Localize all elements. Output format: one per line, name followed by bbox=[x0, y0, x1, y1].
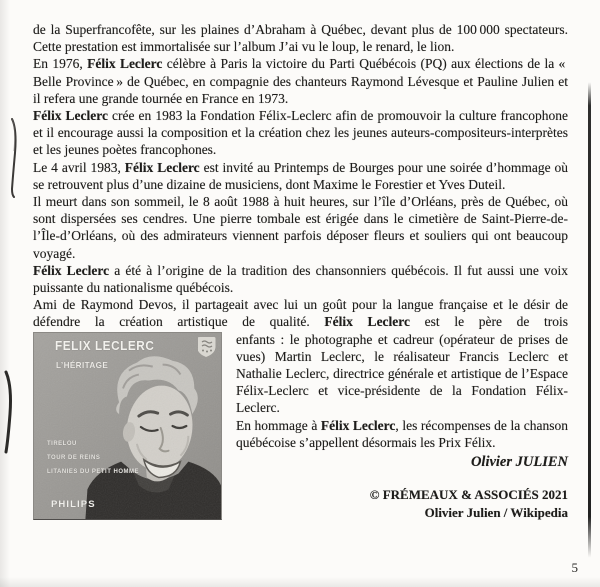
bold-text-segment: Félix Leclerc bbox=[33, 262, 110, 278]
paragraph bbox=[33, 21, 568, 55]
bold-text-segment: Félix Leclerc bbox=[320, 417, 396, 433]
paragraph bbox=[33, 193, 568, 262]
text-segment: a été à l’origine de la tradition des chansonniers québécois. Il fut aussi une voix puissante du nationalisme québécois. bbox=[33, 262, 568, 296]
album-title: L’HÉRITAGE bbox=[56, 359, 109, 370]
scan-bottom-shadow bbox=[0, 577, 600, 587]
text-segment: Il meurt dans son sommeil, le 8 août 1988 à huit heures, sur l’île d’Orléans, près de Québec, où sont dispersées ses cendres. Une pierre tombale est érigée dans le cimetière de Saint-Pierre-de-l’Île-d’Orléans, où des admirateurs viennent parfois déposer fleurs et souliers qui ont beaucoup voyagé. bbox=[33, 194, 568, 261]
text-segment: est le père de trois bbox=[410, 314, 568, 330]
paragraph bbox=[33, 107, 568, 159]
text-segment: , les récompenses de la chanson québécoise s’appellent désormais les Prix Félix. bbox=[236, 417, 568, 450]
album-track-list bbox=[47, 437, 139, 479]
text-segment: En 1976, bbox=[33, 56, 88, 72]
album-track-title: TIRELOU bbox=[47, 440, 77, 447]
paragraph bbox=[33, 296, 568, 330]
paragraph bbox=[33, 159, 568, 193]
bold-text-segment: Félix Leclerc bbox=[324, 314, 411, 330]
bold-text-segment: Félix Leclerc bbox=[124, 159, 200, 175]
album-track-title: LITANIES DU PETIT HOMME bbox=[47, 468, 140, 475]
text-segment: enfants : le photographe et cadreur (opérateur de prises de vues) Martin Leclerc, le réalisateur Francis Leclerc et Nathalie Leclerc, directrice générale et artistique de l’Espace Félix-Leclerc et vice-présidente de la Fondation Félix-Leclerc. bbox=[236, 331, 568, 416]
text-segment: célèbre à Paris la victoire du Parti Québécois (PQ) aux élections de la « Belle Province » de Québec, en compagnie des chanteurs Raymond Lévesque et Pauline Julien et il refera une grande tournée en France en 1973. bbox=[33, 56, 568, 106]
text-segment: Le 4 avril 1983, bbox=[33, 159, 125, 175]
text-segment: En hommage à bbox=[236, 417, 321, 433]
copyright-line: © FRÉMEAUX & ASSOCIÉS 2021 bbox=[369, 487, 568, 503]
philips-shield-icon bbox=[198, 336, 216, 358]
page-number: 5 bbox=[571, 560, 578, 575]
album-track-title: TOUR DE REINS bbox=[47, 454, 101, 461]
credit-sources-line: Olivier Julien / Wikipedia bbox=[424, 504, 568, 520]
album-cover bbox=[33, 332, 222, 520]
record-label: PHILIPS bbox=[51, 498, 96, 510]
author-signature: Olivier JULIEN bbox=[470, 454, 568, 471]
text-segment: crée en 1983 la Fondation Félix-Leclerc afin de promouvoir la culture francophone et il encourage aussi la composition et la création chez les jeunes auteurs-compositeurs-interprètes et les jeunes poètes francophones. bbox=[33, 108, 568, 158]
paragraph bbox=[33, 55, 568, 107]
text-segment: Ami de Raymond Devos, il partageait avec lui un goût pour la langue française et le désir de défendre la création artistique de qualité. bbox=[33, 297, 568, 330]
album-artist: FELIX LECLERC bbox=[55, 338, 155, 353]
bold-text-segment: Félix Leclerc bbox=[87, 56, 163, 72]
bold-text-segment: Félix Leclerc bbox=[33, 108, 108, 124]
text-segment: de la Superfrancofête, sur les plaines d’Abraham à Québec, devant plus de 100 000 spectateurs. Cette prestation est immortalisée sur l’album J’ai vu le loup, le renard, le lion. bbox=[33, 22, 568, 55]
paragraph bbox=[33, 262, 568, 296]
text-segment: est invité au Printemps de Bourges pour une soirée d’hommage où se retrouvent plus d’une dizaine de musiciens, dont Maxime le Forestier et Yves Duteil. bbox=[33, 159, 568, 192]
